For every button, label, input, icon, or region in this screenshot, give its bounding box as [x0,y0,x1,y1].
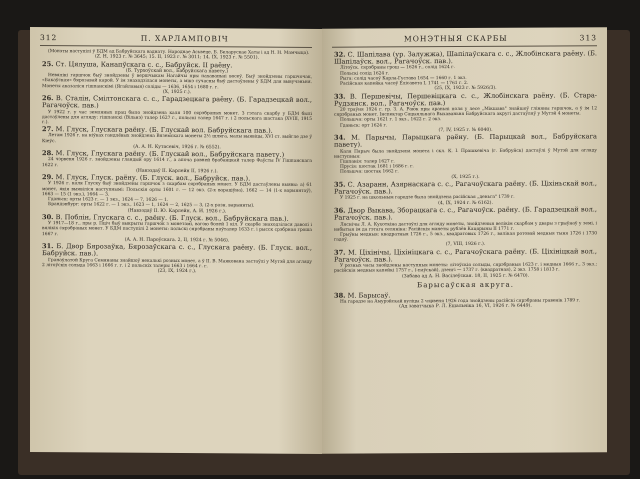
section-heading: Барысаўская акруга. [417,280,514,290]
right-page-number: 313 [579,33,597,43]
left-page-text: (Монэты наступілі ў БДМ ад Бабруйскага ваднату. Народнае Асьвеце, Б. Беларускае Хаты і ад Н. Н. Мамчыца). (Z. Н, 1923 г. № 3645; 15. II, 1923 г. № 3011; 14. IX, 1923 г. № 5501). 25. Ст. Цялуша, Канапўскага с. с., Бабруйск. II раёну. (Б. Турхоўскай вол., Бабруйскага павету.) Невялікі гаршчок быў знойдзены ў вершчыкам Нагайчы пры пахаваньні восеў. Быў знойдзены гаршчочак, «Бакаўская» бярозавай карой. У ім знаходзілася монеты, а мікэ сучасны быў дастаўлены ў БДМ для вывучэньня. Монеты аказаліся гішпанскімі (Ягайлавыя) соліды — 1636, 1654 і 1680 г. г. (Х, 1925 г.). 26. В. Сталін, Смілтонскага с. с., Гарадзецкага раёну. (Б. Гарадзецкай вол., Рагачоўск. пав.) У 1922 г. у час земляных прац было знойдзена каля 100 сярэбраных монет. З гэтага скарбу у БДМ былі дастаўлены для агляду: гішпанскі (Вільнэ) талер 1627 г., польскі талер 1647 г. і 2 польскага шастака (XVIII, 1915 г.). 27. М. Глуск, Глускага раёну. (Б. Глускай вол. Бабруйскага пав.). Летам 1926 г. на ніўках гандлёвых знойдзена Вяземскага монеты 2½ шляга, малы выявіцы, XVI ст. выйгле дзе ў Кіеўс. (А. А. Н. Кутасевіч, 1926 г. № 6552). 28. М. Глуск, Глускага раёну. (Б. Глускай вол., Бабруйскага павету.) 24 чэрвеня 1926 г. знойдзены гландый ору 1614 г., а апоча равней брабанцкай талер Фаўсты IV Гішпанскага 1622 г. (Навэздаў II. Карлейн II, 1926 г.). 29. М. Глуск, Глуск. раёну. (Б. Глуск. вол., Бабруйск. пав.). У 1926 г. каля Глуску быў знойдзены гаршчок з скарбам сярэбраных монет. У БДМ дастаўлены выявы: а) 61 монет, якія выявіліся наступнымі: Польскія орты 1601 г. — 12 экз. (2-х вараціўна), 1662 — 14 (1-х варыянтаў), 1663 — 15 (1 экз.), 1664 — 3. Гданьск: орты 1623 г. — 1 экз., 1624 — 7, 1626 — 1. Брандэнбург: орты 1622 г. — 1 экз., 1623 — 1, 1624 — 2, 1625 — 3, (2-х разн. варыянты). (Навэздаў II. Ю. Карлейн, А. И. 1926 г.). 30. В. Поблін, Глускага с. с., раёну. (Б. Глуск. вол., Бабруйскага пав.). У 1917—18 г., пры р. Пціч быў выкрыты гаршчок з монетамі, вагою болей 1 кіл. У скарбе знаходзілася даволі і вялікіх сярэбраных монет. У БДМ паступілі 2 монеты: польскі сярэбраны паўталер 1633 г. і рысск срэбрная гроша 1667 г. (А. А. Н. Пароўскага. 2, II, 1924 г. № 5046). 31. Б. Двор Бярозаўка, Бярозаўскага с. с., Глускага раёну. (Б. Глуск. вол., Бабруйск. пав.). Гранаўлатой Круга Семянаны знайшоў некалькі розных монет, а ў II. В. Маякована застаўлі у Мутэй для агляду 2 літоўскіх солыда 1663 і 1666 г. г. і 2 польскіх талеры 1663 і 1664 г. г. (23, IX, 1924 г.). [42,49,312,275]
left-page-title: П. ХАРЛАМПОВІЧ [140,33,229,44]
right-running-head [332,33,597,47]
left-page-number: 312 [40,33,58,43]
right-page [322,27,607,453]
left-running-head [40,33,312,48]
right-page-text: 32. С. Шапілава (ур. Залужжа), Шапілаўскага с. с., Жлобінскага раёну. (Б. Шапілаўск. вол., Рагачоўск. пав.). Літоўск. сярэбраны грош — 1626 г., солід 1624 г. Польскі солід 1624 г. Рыга: солід часоў Карла-Густава 1654 — 1660 г. 1 экз. Расійская капейка часоў Елісавета I, 1741 — 1761 г. 2. (25, IX, 1923 г. № 5926/3). 33. В. Першевічы, Першевіцкага с. с., Жлобінскага раёну. (Б. Стара-Рудзянск. вол., Рагачоўск. пав.) 20 траўня 1924 г. гр. З. А. Раюк пры араньні поля у лесе „Мікшава" знайшоў гліняны гаршчок, а ў ім 12 сярэбраных монет. Інспектар Сацыяльнага Выхаваньня Бабруйскага акругі дастаўляў у Мутэй 4 монеты. Польшча: орты 1621 г. 1 экз., 1622 г. 2 экз. Гданьск: орт 1624 г. (7, IV, 1925 г. № 6040). 34. М. Парычы, Парыцкага раёну. (Б. Парыцкай вол., Бабруйскага павету). Каля Парыч была знойдзена монета і скл. К. І. Прашкевіча (г. Бабруйск) дастаўлі ў Мутэй для агляду наступныя: Гішпанія: талер 1627 г. Прусія: шостак 1681 і 1686 г. г. Польшча: шостак 1662 г. (X, 1925 г.). 35. С. Азаранн, Азярнаскага с. с., Рагачоўскага раёну. (Б. Ціхіньскай вол., Рагачоўск. пав.). У 1925 г. на школьным гародзе была знойдзена расійская „деньга" 1739 г. (4, IX, 1924 г. № 6162). 36. Двор Выкава, Зборацкага с. с., Рагачоўск. раёну. (Б. Гарадзецкай вол., Рагачоўск. пав.). Ляснічы Л. А. Кухоткіна дастаўлі для агляду монеты, знойдзеныя велікім скарбам у двары з грыўнаў у земі, і набытыя ім да гэтага селяніна: Расійскія манеты рублёв Кацярыны II 1771 г. Грыўны медныя: квадратныя 1726 г., 5 экз., квадратовых 1726 г., вялікая ротовай медныя тыня 1726 і 1730 гадоў. (7, VIII, 1926 г.). 37. М. Ціхінічы, Ціхініцкага с. с., Рагачоўскага раёну. (Б. Ціхініцкай вол., Рагачоўск. пав.). У розных часы знойдзены наступныя монеты: літоўскія солыды, сярэбраныя 1623 г. і медныя 1666 г., 3 экз.; расійскія медныя капейкі 1757 г., (-паўскай), дзенгі — 1737 г. (квадратная), 2 экз. 1758 і 1813 г. (Забава ад А. Н. Васілеўская. 18, II, 1925 г. № 6470). Барысаўская акруга. 38. М. Барысаў. На гародзе на Амурэйскай вуліцы 2 чэрвеня 1926 года знойдзены расійскі сярэбраны гравенік 1789 г. (Ад заватчыка Р. Л. Ешальніка 16, VI, 1926 г. № 6449). [334,49,597,310]
left-page [30,27,322,454]
right-page-title: МОНЭТНЫЯ СКАРБЫ [404,33,508,44]
